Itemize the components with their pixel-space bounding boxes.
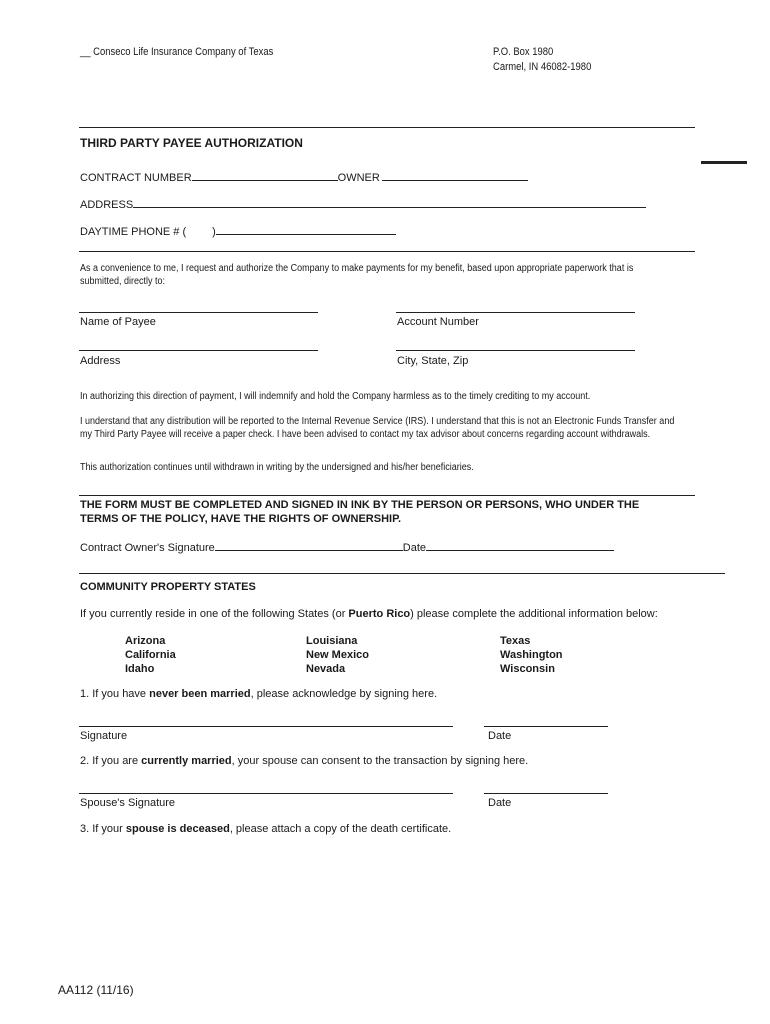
- item-2: 2. If you are currently married, your spouse can consent to the transaction by signing here.: [80, 755, 529, 767]
- contract-number-row: [80, 168, 528, 184]
- owner-signature-label: Contract Owner's Signature: [80, 542, 215, 554]
- spouse-signature-line[interactable]: [79, 793, 453, 794]
- form-title: THIRD PARTY PAYEE AUTHORIZATION: [80, 136, 303, 150]
- must-complete-line2: TERMS OF THE POLICY, HAVE THE RIGHTS OF OWNERSHIP.: [80, 513, 402, 525]
- side-mark: [701, 161, 747, 164]
- account-number-label: Account Number: [397, 316, 479, 328]
- state-idaho: Idaho: [125, 663, 155, 675]
- payee-address-label: Address: [80, 355, 121, 367]
- form-code: AA112 (11/16): [58, 983, 134, 997]
- city-zip: Carmel, IN 46082-1980: [493, 61, 592, 73]
- payee-address-line[interactable]: [79, 350, 318, 351]
- company-name: __ Conseco Life Insurance Company of Texas: [80, 46, 274, 58]
- owner-field[interactable]: [382, 168, 528, 181]
- phone-row: DAYTIME PHONE # ( ): [80, 222, 396, 238]
- date-label-2: Date: [488, 797, 512, 809]
- date-line-2[interactable]: [484, 793, 608, 794]
- address-field[interactable]: [133, 195, 646, 208]
- state-wisconsin: Wisconsin: [500, 663, 555, 675]
- owner-date-label: Date: [402, 542, 427, 554]
- indemnify-paragraph: In authorizing this direction of payment, I will indemnify and hold the Company harmless as to the timely crediting to my account.: [80, 391, 591, 402]
- city-state-zip-line[interactable]: [396, 350, 635, 351]
- phone-label: DAYTIME PHONE # (: [80, 226, 187, 238]
- must-complete-line1: THE FORM MUST BE COMPLETED AND SIGNED IN INK BY THE PERSON OR PERSONS, WHO UNDER THE: [80, 499, 640, 511]
- owner-label: OWNER: [337, 172, 380, 184]
- account-number-line[interactable]: [396, 312, 635, 313]
- phone-field[interactable]: [216, 222, 396, 235]
- item-3: 3. If your spouse is deceased, please attach a copy of the death certificate.: [80, 823, 452, 835]
- spouse-signature-label: Spouse's Signature: [80, 797, 176, 809]
- state-louisiana: Louisiana: [306, 635, 358, 647]
- community-instruction: If you currently reside in one of the following States (or Puerto Rico) please complete the additional information below:: [80, 608, 658, 620]
- address-label: ADDRESS: [80, 199, 134, 211]
- rule-4: [79, 573, 725, 574]
- po-box: P.O. Box 1980: [493, 46, 554, 58]
- irs-paragraph: I understand that any distribution will be reported to the Internal Revenue Service (IRS). I understand that this is not an Electronic Funds Transfer and my Third Party Payee will receive a paper check. I have been advised to contact my tax advisor about concerns regarding account withdrawals.: [80, 416, 675, 440]
- contract-number-label: CONTRACT NUMBER: [80, 172, 192, 184]
- item-1: 1. If you have never been married, please acknowledge by signing here.: [80, 688, 438, 700]
- contract-number-field[interactable]: [192, 168, 338, 181]
- states-col-2: [306, 634, 369, 676]
- signature-line[interactable]: [79, 726, 453, 727]
- states-col-1: [125, 634, 176, 676]
- signature-label: Signature: [80, 730, 128, 742]
- city-state-zip-label: City, State, Zip: [397, 355, 469, 367]
- state-texas: Texas: [500, 635, 531, 647]
- owner-signature-field[interactable]: [215, 538, 403, 551]
- state-new-mexico: New Mexico: [306, 649, 369, 661]
- top-rule: [79, 127, 695, 128]
- date-line-1[interactable]: [484, 726, 608, 727]
- state-california: California: [125, 649, 176, 661]
- name-of-payee-label: Name of Payee: [80, 316, 156, 328]
- state-nevada: Nevada: [306, 663, 346, 675]
- states-col-3: [500, 634, 563, 676]
- owner-signature-row: [80, 538, 614, 554]
- date-label-1: Date: [488, 730, 512, 742]
- rule-2: [79, 251, 695, 252]
- continues-paragraph: This authorization continues until withdrawn in writing by the undersigned and his/her beneficiaries.: [80, 462, 474, 473]
- state-arizona: Arizona: [125, 635, 166, 647]
- payee-name-line[interactable]: [79, 312, 318, 313]
- rule-3: [79, 495, 695, 496]
- state-washington: Washington: [500, 649, 563, 661]
- intro-paragraph: As a convenience to me, I request and authorize the Company to make payments for my benefit, based upon appropriate paperwork that is submitted, directly to:: [80, 263, 634, 287]
- address-row: [80, 195, 646, 211]
- area-code-field[interactable]: [186, 223, 212, 235]
- owner-date-field[interactable]: [426, 538, 614, 551]
- community-title: COMMUNITY PROPERTY STATES: [80, 581, 256, 593]
